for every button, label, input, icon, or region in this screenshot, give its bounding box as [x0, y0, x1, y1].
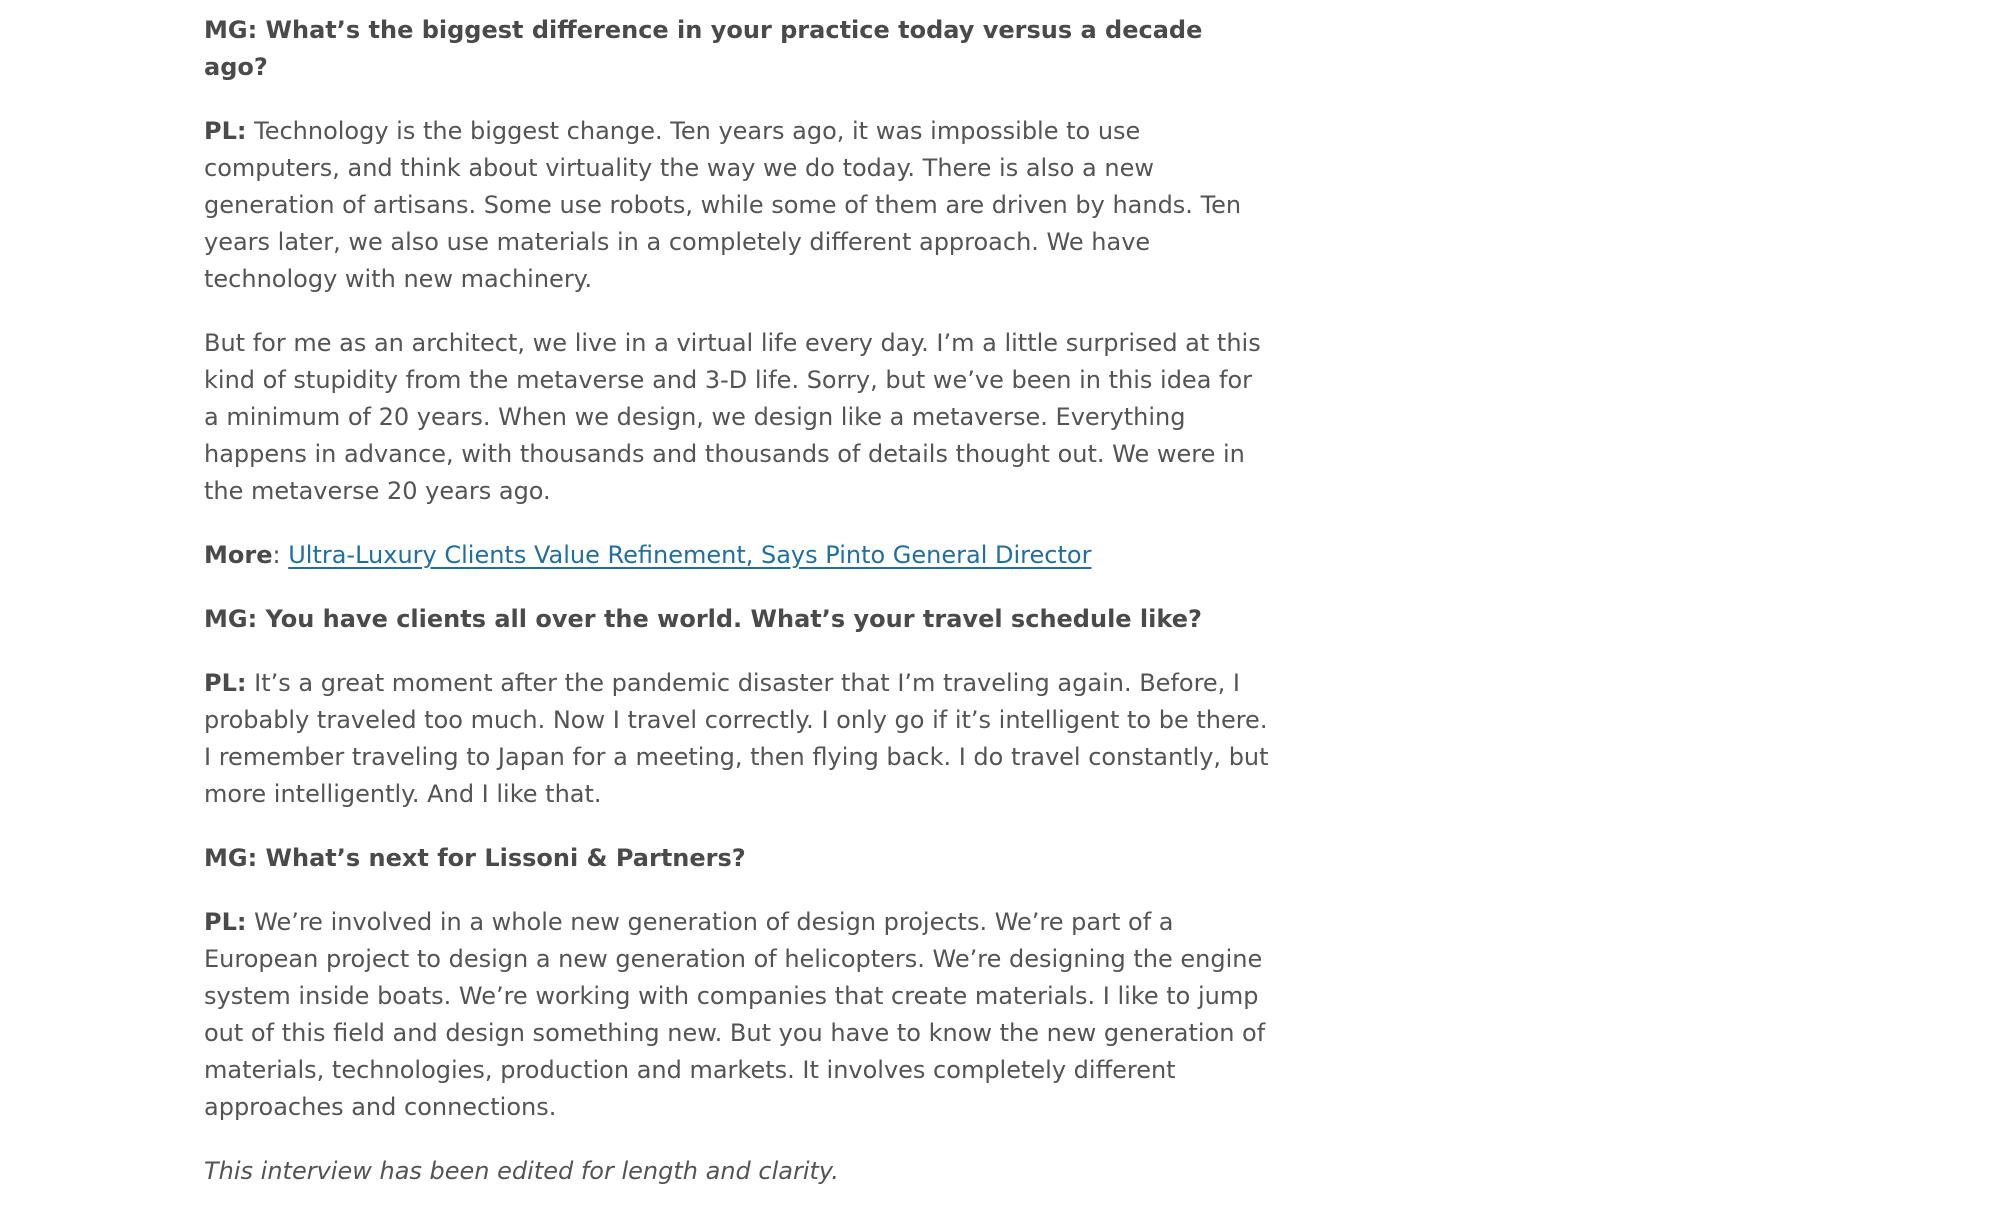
question-whats-next: MG: What’s next for Lissoni & Partners?: [204, 844, 746, 872]
more-label: More: [204, 541, 273, 569]
more-separator: :: [272, 541, 289, 569]
paragraph-metaverse: But for me as an architect, we live in a virtual life every day. I’m a little surprised at this kind of stupidity from the metaverse and 3-D life. Sorry, but we’ve been in this idea for a minimum of 20 years. When we design, we design like a metaverse. Everything happens in advance, with thousands and thousands of details thought out. We were in the metaverse 20 years ago.: [204, 329, 1261, 505]
more-related: [204, 537, 1274, 574]
related-article-link[interactable]: Ultra-Luxury Clients Value Refinement, Says Pinto General Director: [288, 541, 1092, 569]
answer-text: Technology is the biggest change. Ten years ago, it was impossible to use computers, and think about virtuality the way we do today. There is also a new generation of artisans. Some use robots, while some of them are driven by hands. Ten years later, we also use materials in a completely different approach. We have technology with new machinery.: [204, 117, 1242, 293]
answer-text: It’s a great moment after the pandemic disaster that I’m traveling again. Before, I probably traveled too much. Now I travel correctly. I only go if it’s intelligent to be there. I remember traveling to Japan for a meeting, then flying back. I do travel constantly, but more intelligently. And I like that.: [204, 669, 1269, 808]
article-body: [204, 12, 1274, 1217]
answer-travel: [204, 665, 1274, 813]
editorial-note: This interview has been edited for length and clarity.: [204, 1157, 839, 1185]
answer-next-projects: [204, 904, 1274, 1126]
speaker-label: PL:: [204, 669, 247, 697]
speaker-label: PL:: [204, 117, 247, 145]
answer-technology: [204, 113, 1274, 298]
answer-text: We’re involved in a whole new generation of design projects. We’re part of a European project to design a new generation of helicopters. We’re designing the engine system inside boats. We’re working with companies that create materials. I like to jump out of this field and design something new. But you have to know the new generation of materials, technologies, production and markets. It involves completely different approaches and connections.: [204, 908, 1266, 1121]
question-practice-difference: MG: What’s the biggest difference in your practice today versus a decade ago?: [204, 16, 1203, 81]
question-travel-schedule: MG: You have clients all over the world. What’s your travel schedule like?: [204, 605, 1202, 633]
speaker-label: PL:: [204, 908, 247, 936]
